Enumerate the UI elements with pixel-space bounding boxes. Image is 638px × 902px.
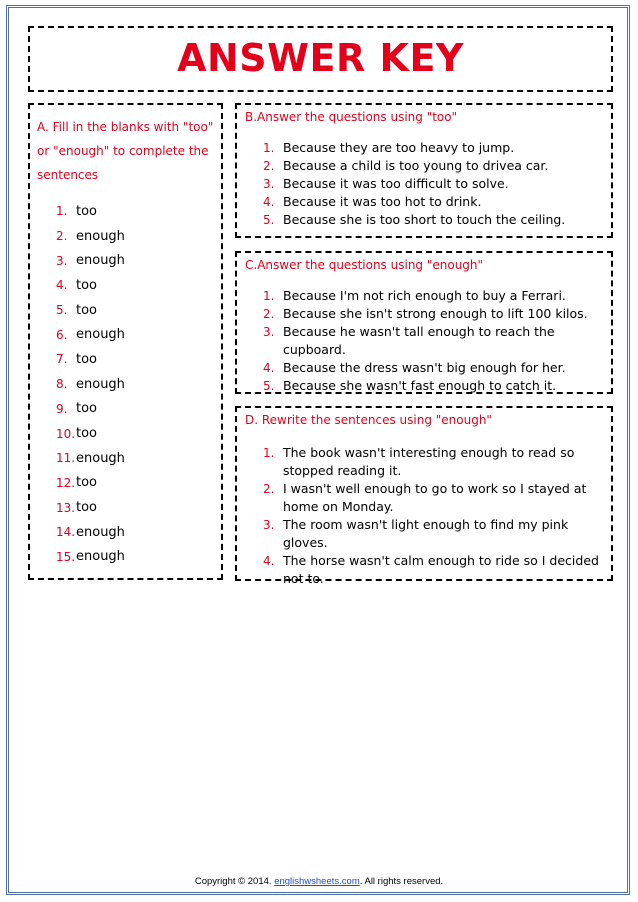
list-item	[56, 446, 125, 471]
item-number: 6.	[56, 327, 68, 342]
list-item	[56, 347, 125, 372]
item-number: 3.	[263, 518, 275, 532]
item-number: 2.	[263, 307, 275, 321]
list-item	[56, 298, 125, 323]
answer-text: enough	[76, 524, 125, 540]
answer-text: Because they are too heavy to jump.	[283, 140, 515, 155]
item-number: 3.	[263, 177, 275, 191]
answer-text: Because the dress wasn't big enough for her.	[283, 360, 566, 375]
item-number: 11.	[56, 451, 76, 466]
list-item	[56, 495, 125, 520]
list-item	[56, 199, 125, 224]
section-c-heading: C.Answer the questions using "enough"	[245, 258, 484, 272]
item-number: 8.	[56, 377, 68, 392]
item-number: 4.	[263, 554, 275, 568]
section-d-heading: D. Rewrite the sentences using "enough"	[245, 413, 492, 427]
list-item	[56, 421, 125, 446]
copyright-footer	[0, 876, 638, 887]
answer-text: enough	[76, 450, 125, 466]
section-c	[235, 251, 613, 394]
copyright-suffix: . All rights reserved.	[359, 876, 444, 887]
answer-text: too	[76, 203, 98, 219]
section-d-answer-list	[263, 444, 608, 588]
item-number: 4.	[56, 278, 68, 293]
item-number: 15.	[56, 549, 76, 564]
section-a	[28, 103, 223, 580]
list-item	[56, 322, 125, 347]
item-number: 5.	[263, 379, 275, 393]
list-item	[263, 175, 608, 193]
answer-text: enough	[76, 253, 125, 269]
answer-text: too	[76, 475, 98, 491]
item-number: 5.	[56, 303, 68, 318]
answer-text: too	[76, 426, 98, 442]
list-item	[56, 273, 125, 298]
list-item	[56, 520, 125, 545]
list-item	[263, 480, 608, 516]
list-item	[263, 377, 608, 395]
list-item	[263, 552, 608, 588]
list-item	[56, 397, 125, 422]
list-item	[263, 193, 608, 211]
answer-text: Because I'm not rich enough to buy a Ferrari.	[283, 288, 566, 303]
item-number: 3.	[56, 253, 68, 268]
website-link[interactable]: englishwsheets.com	[274, 876, 360, 887]
list-item	[263, 139, 608, 157]
section-b	[235, 103, 613, 238]
item-number: 1.	[263, 446, 275, 460]
copyright-prefix: Copyright © 2014.	[194, 876, 275, 887]
item-number: 13.	[56, 500, 76, 515]
title-box	[28, 26, 613, 92]
answer-text: The book wasn't interesting enough to read so stopped reading it.	[283, 445, 575, 478]
item-number: 7.	[56, 352, 68, 367]
list-item	[56, 372, 125, 397]
list-item	[56, 224, 125, 249]
answer-text: too	[76, 500, 98, 516]
item-number: 9.	[56, 401, 68, 416]
answer-text: I wasn't well enough to go to work so I stayed at home on Monday.	[283, 481, 587, 514]
list-item	[263, 359, 608, 377]
answer-text: The room wasn't light enough to find my pink gloves.	[283, 517, 569, 550]
item-number: 14.	[56, 525, 76, 540]
list-item	[56, 471, 125, 496]
section-d	[235, 406, 613, 586]
answer-text: Because he wasn't tall enough to reach the cupboard.	[283, 324, 555, 357]
section-b-answer-list	[263, 139, 608, 229]
section-c-answer-list	[263, 287, 608, 395]
answer-text: Because she wasn't fast enough to catch it.	[283, 378, 557, 393]
list-item	[263, 287, 608, 305]
item-number: 2.	[56, 229, 68, 244]
section-b-heading: B.Answer the questions using "too"	[245, 110, 458, 124]
item-number: 12.	[56, 475, 76, 490]
list-item	[263, 516, 608, 552]
list-item	[263, 157, 608, 175]
item-number: 4.	[263, 361, 275, 375]
section-a-answer-list	[56, 199, 125, 569]
answer-text: Because she isn't strong enough to lift 100 kilos.	[283, 306, 588, 321]
answer-text: Because it was too hot to drink.	[283, 194, 482, 209]
item-number: 1.	[263, 141, 275, 155]
list-item	[56, 545, 125, 570]
section-a-heading: A. Fill in the blanks with "too" or "enough" to complete the sentences	[37, 120, 214, 182]
answer-text: too	[76, 351, 98, 367]
answer-text: The horse wasn't calm enough to ride so I decided not to.	[283, 553, 599, 586]
list-item	[263, 305, 608, 323]
item-number: 10.	[56, 426, 76, 441]
answer-text: Because a child is too young to drivea car.	[283, 158, 549, 173]
item-number: 4.	[263, 195, 275, 209]
page-title: ANSWER KEY	[177, 36, 464, 80]
list-item	[56, 248, 125, 273]
item-number: 5.	[263, 213, 275, 227]
list-item	[263, 323, 608, 359]
answer-text: Because it was too difficult to solve.	[283, 176, 509, 191]
answer-text: Because she is too short to touch the ceiling.	[283, 212, 566, 227]
answer-text: enough	[76, 228, 125, 244]
item-number: 3.	[263, 325, 275, 339]
list-item	[263, 444, 608, 480]
answer-text: enough	[76, 376, 125, 392]
answer-text: too	[76, 277, 98, 293]
answer-text: too	[76, 401, 98, 417]
item-number: 1.	[56, 204, 68, 219]
answer-text: enough	[76, 327, 125, 343]
item-number: 1.	[263, 289, 275, 303]
answer-text: enough	[76, 549, 125, 565]
answer-text: too	[76, 302, 98, 318]
item-number: 2.	[263, 159, 275, 173]
item-number: 2.	[263, 482, 275, 496]
list-item	[263, 211, 608, 229]
